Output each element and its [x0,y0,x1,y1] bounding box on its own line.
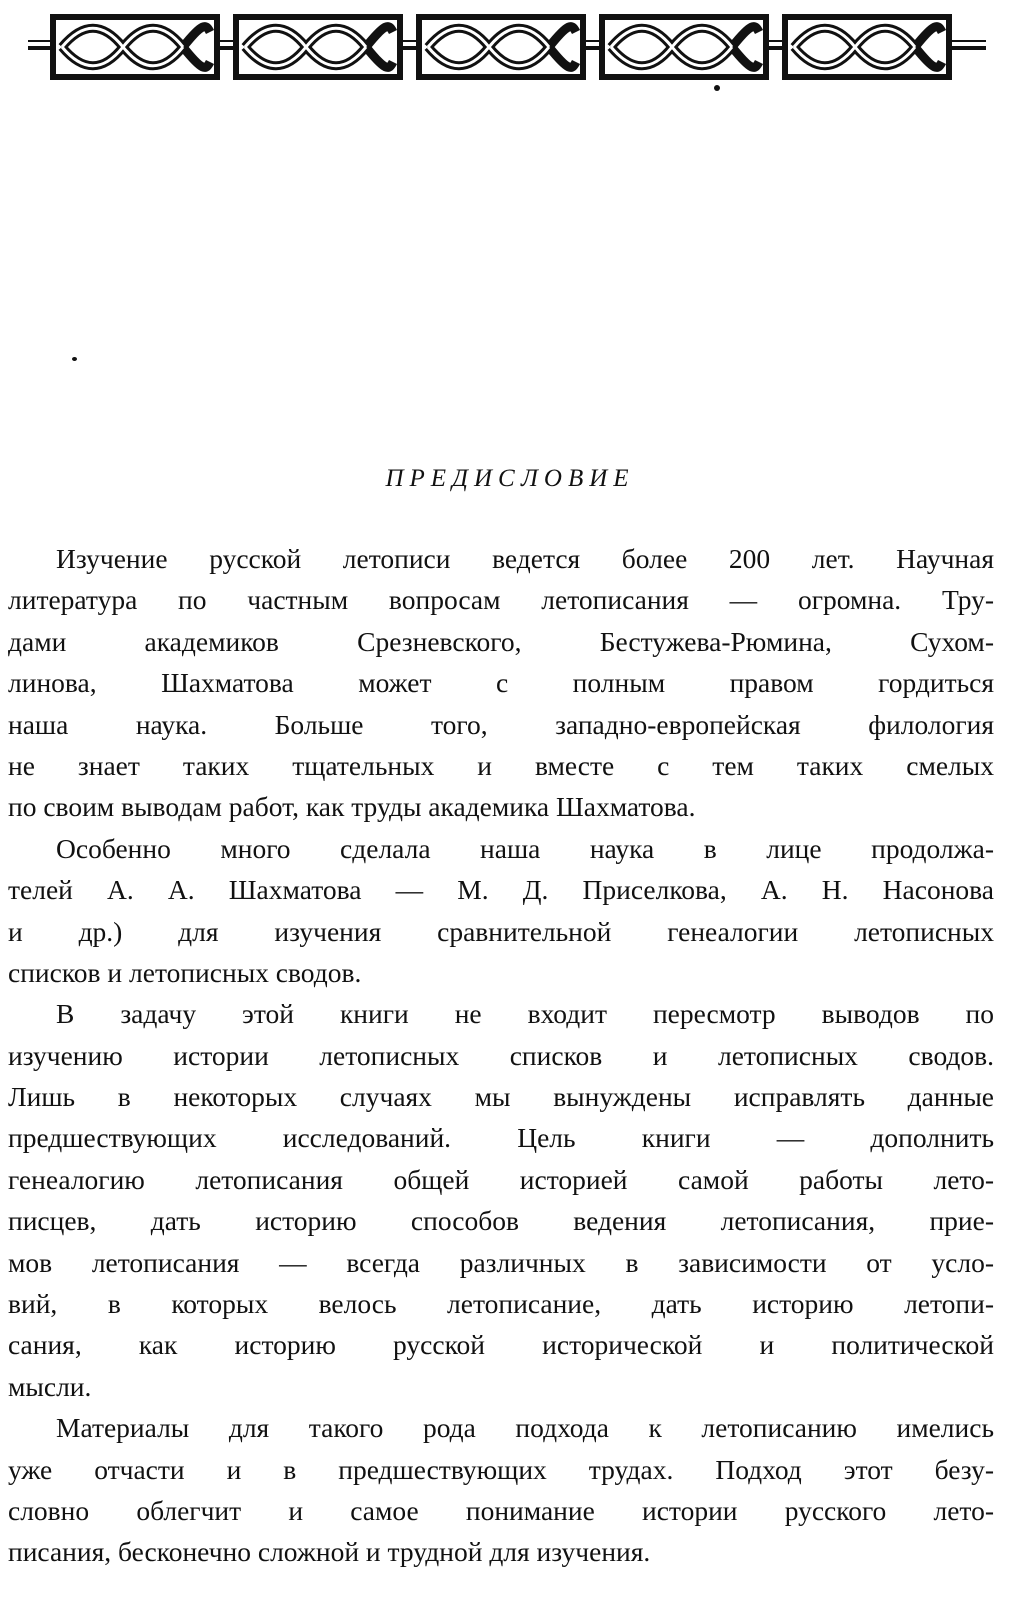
text-line: дами академиков Срезневского, Бестужева-Рюмина, Сухом- [8,625,994,657]
text-line: словно облегчит и самое понимание истории русского лето- [8,1494,994,1526]
text-line: линова, Шахматова может с полным правом гордиться [8,667,994,699]
print-speck [714,85,720,91]
text-line: Лишь в некоторых случаях мы вынуждены исправлять данные [8,1081,994,1113]
text-line: уже отчасти и в предшествующих трудах. Подход этот безу- [8,1453,994,1485]
text-line: писания, бесконечно сложной и трудной для изучения. [8,1536,651,1568]
text-line: изучению истории летописных списков и летописных сводов. [8,1039,994,1071]
text-line: по своим выводам работ, как труды академика Шахматова. [8,791,696,823]
text-line: мысли. [8,1370,92,1402]
text-line: списков и летописных сводов. [8,956,362,988]
text-line: генеалогию летописания общей историей самой работы лето- [8,1163,994,1195]
rope-ornament-border [28,12,986,84]
text-line: Изучение русской летописи ведется более 200 лет. Научная [56,543,994,574]
text-line: наша наука. Больше того, западно-европейская филология [8,708,994,740]
text-line: не знает таких тщательных и вместе с тем таких смелых [8,749,994,781]
page-title: ПРЕДИСЛОВИЕ [385,465,635,492]
text-line: мов летописания — всегда различных в зависимости от усло- [8,1246,994,1278]
text-line: Материалы для такого рода подхода к летописанию имелись [56,1412,994,1444]
print-speck [72,357,77,361]
text-line: литература по частным вопросам летописания — огромна. Тру- [8,584,994,616]
text-line: и др.) для изучения сравнительной генеалогии летописных [8,915,994,947]
text-line: писцев, дать историю способов ведения летописания, прие- [8,1205,994,1237]
text-line: В задачу этой книги не входит пересмотр выводов по [56,998,994,1030]
text-line: телей А. А. Шахматова — М. Д. Приселкова, А. Н. Насонова [8,874,994,906]
text-line: предшествующих исследований. Цель книги — дополнить [8,1122,994,1154]
text-line: сания, как историю русской исторической и политической [8,1329,994,1361]
text-line: Особенно много сделала наша наука в лице продолжа- [56,832,994,864]
text-line: вий, в которых велось летописание, дать историю летопи- [8,1288,994,1320]
preface-text [8,538,994,1573]
